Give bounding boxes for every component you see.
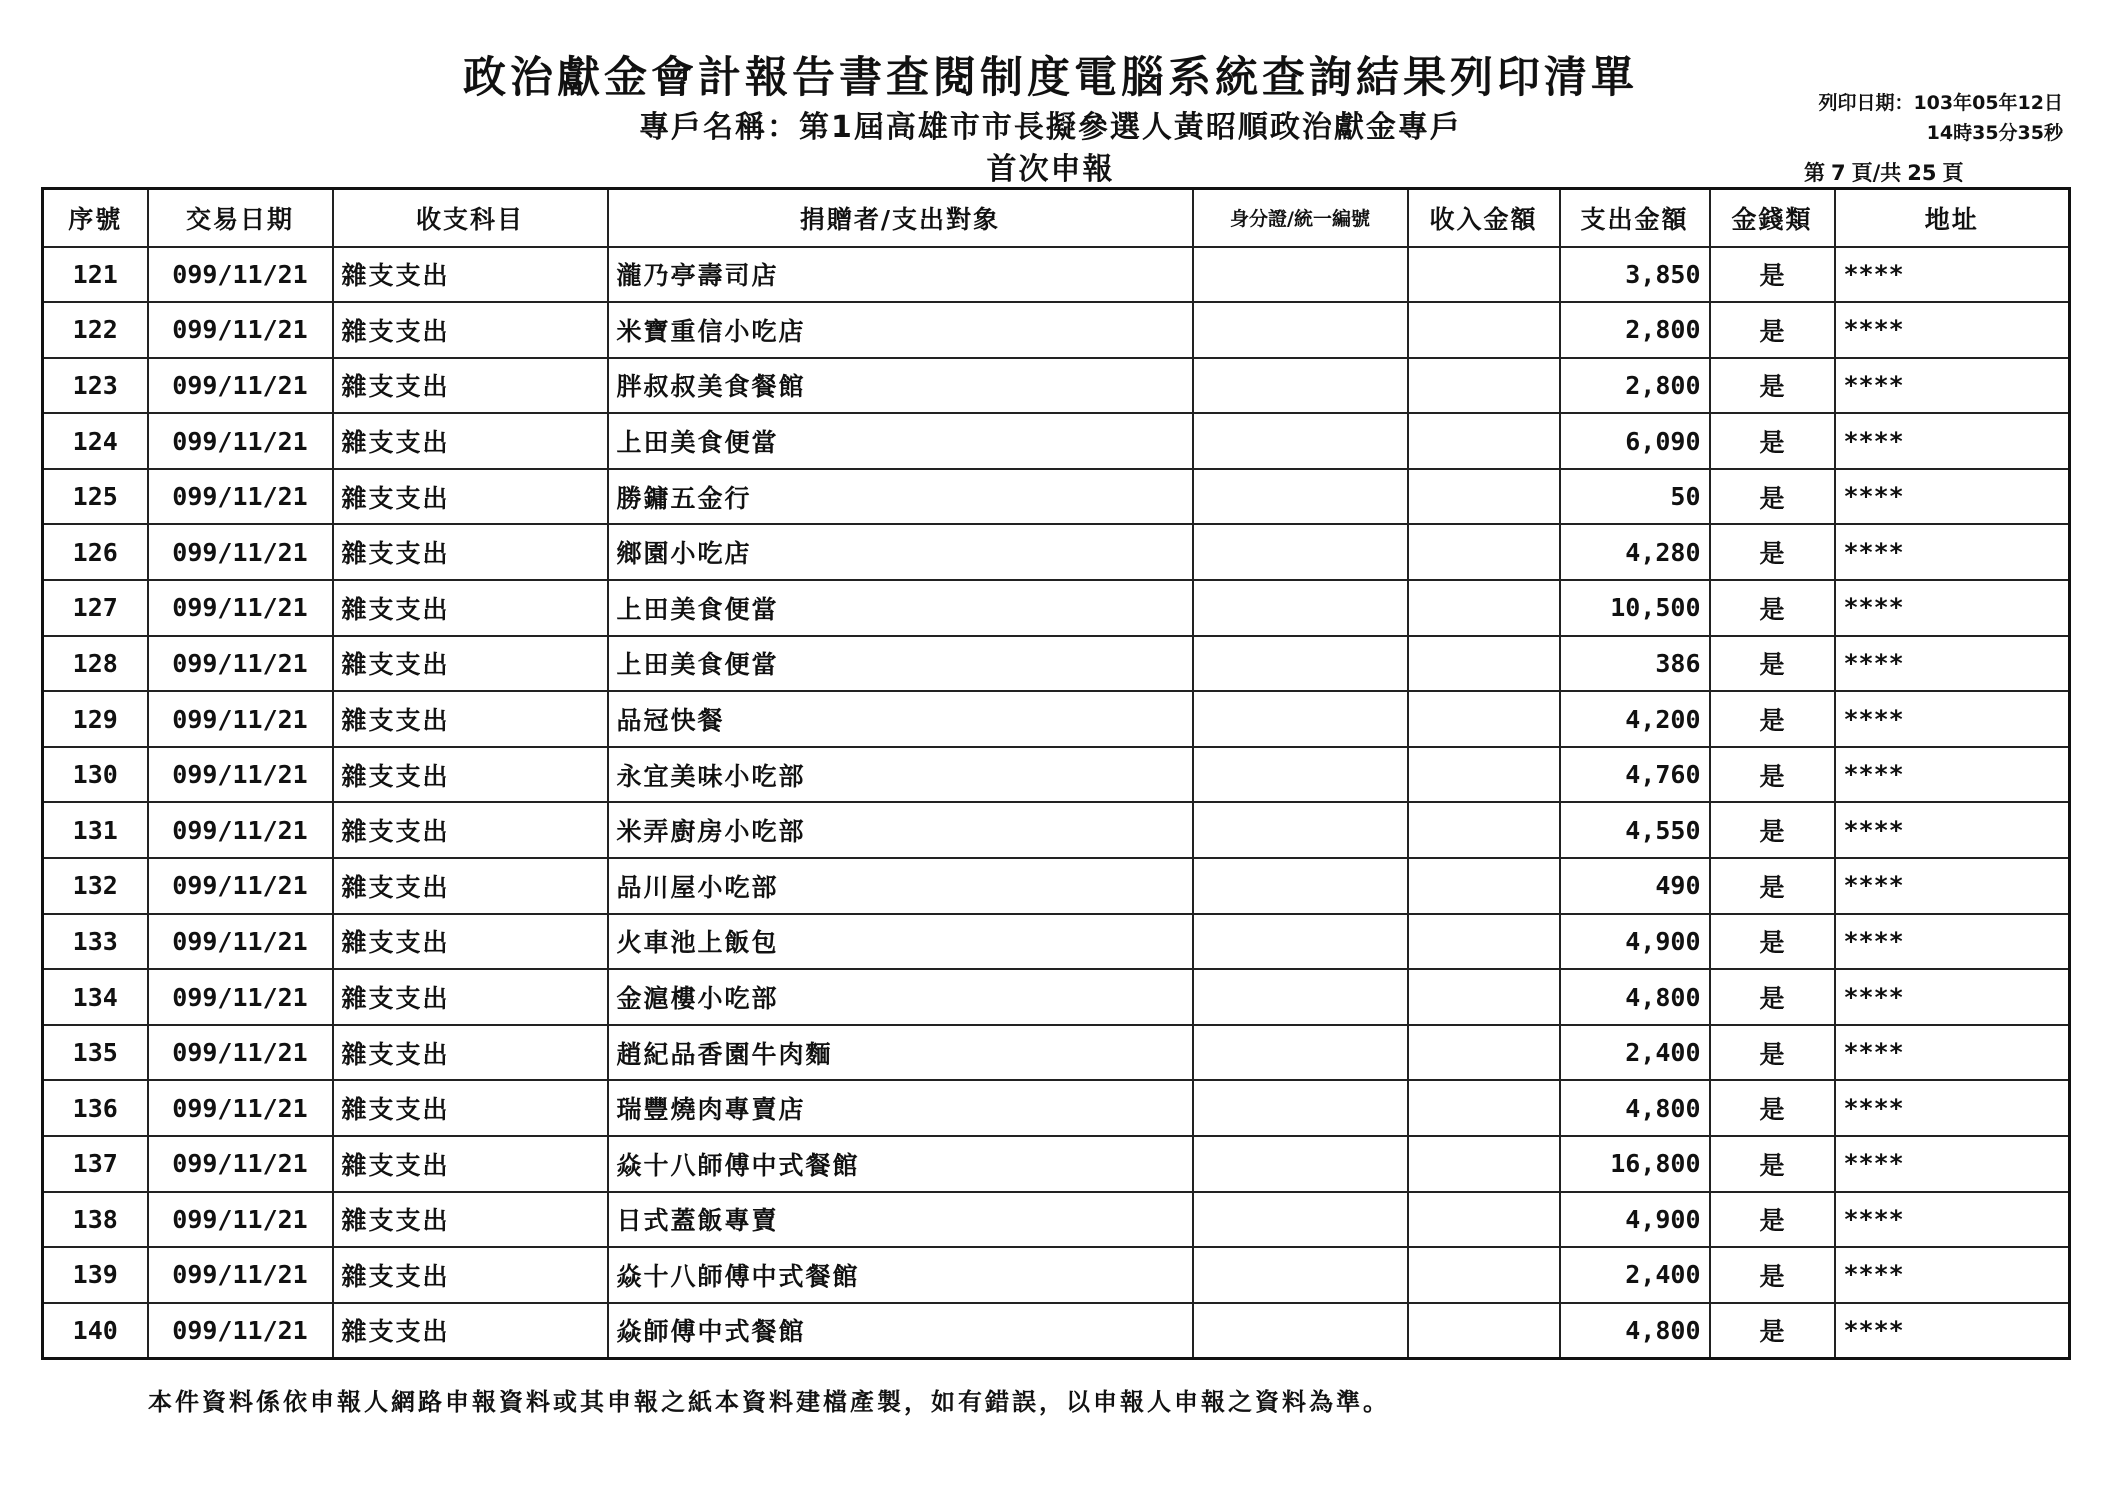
address-cell: **** — [1835, 914, 2070, 970]
payee-cell: 上田美食便當 — [608, 636, 1193, 692]
payee-cell: 勝鏞五金行 — [608, 469, 1193, 525]
page-suffix: 頁 — [1942, 161, 1964, 185]
table-row — [43, 524, 2070, 580]
monetary-flag-cell: 是 — [1710, 914, 1835, 970]
header-row — [43, 189, 2070, 247]
id-cell — [1193, 914, 1408, 970]
monetary-flag-cell: 是 — [1710, 413, 1835, 469]
page-current: 7 — [1831, 161, 1846, 185]
expense-cell: 4,550 — [1560, 802, 1710, 858]
subject-cell: 雜支支出 — [333, 302, 608, 358]
payee-cell: 焱師傅中式餐館 — [608, 1303, 1193, 1359]
address-cell: **** — [1835, 802, 2070, 858]
payee-cell: 焱十八師傅中式餐館 — [608, 1136, 1193, 1192]
seq-cell: 126 — [43, 524, 148, 580]
income-cell — [1408, 747, 1560, 803]
date-cell: 099/11/21 — [148, 302, 333, 358]
table-row — [43, 858, 2070, 914]
payee-cell: 胖叔叔美食餐館 — [608, 358, 1193, 414]
table-row — [43, 413, 2070, 469]
payee-cell: 永宜美味小吃部 — [608, 747, 1193, 803]
date-cell: 099/11/21 — [148, 636, 333, 692]
income-cell — [1408, 636, 1560, 692]
expense-cell: 3,850 — [1560, 247, 1710, 303]
subject-cell: 雜支支出 — [333, 358, 608, 414]
table-row — [43, 747, 2070, 803]
address-cell: **** — [1835, 247, 2070, 303]
seq-cell: 140 — [43, 1303, 148, 1359]
monetary-flag-cell: 是 — [1710, 802, 1835, 858]
monetary-flag-cell: 是 — [1710, 747, 1835, 803]
subject-cell: 雜支支出 — [333, 636, 608, 692]
address-cell: **** — [1835, 858, 2070, 914]
expense-cell: 16,800 — [1560, 1136, 1710, 1192]
payee-cell: 品冠快餐 — [608, 691, 1193, 747]
table-row — [43, 691, 2070, 747]
table-row — [43, 1247, 2070, 1303]
date-cell: 099/11/21 — [148, 802, 333, 858]
address-cell: **** — [1835, 524, 2070, 580]
col-expense: 支出金額 — [1560, 189, 1710, 247]
expense-cell: 386 — [1560, 636, 1710, 692]
table-row — [43, 469, 2070, 525]
document-title: 政治獻金會計報告書查閱制度電腦系統查詢結果列印清單 — [463, 53, 1638, 103]
payee-cell: 趙紀品香園牛肉麵 — [608, 1025, 1193, 1081]
address-cell: **** — [1835, 1247, 2070, 1303]
monetary-flag-cell: 是 — [1710, 1080, 1835, 1136]
expense-cell: 4,800 — [1560, 1080, 1710, 1136]
income-cell — [1408, 580, 1560, 636]
date-cell: 099/11/21 — [148, 358, 333, 414]
subject-cell: 雜支支出 — [333, 1136, 608, 1192]
print-date: 103年05年12日 — [1913, 92, 2063, 114]
date-cell: 099/11/21 — [148, 1303, 333, 1359]
expense-cell: 50 — [1560, 469, 1710, 525]
print-info — [1818, 88, 2063, 148]
page-middle: 頁/共 — [1851, 161, 1902, 185]
col-seq: 序號 — [43, 189, 148, 247]
expense-cell: 490 — [1560, 858, 1710, 914]
expense-cell: 2,400 — [1560, 1247, 1710, 1303]
col-subject: 收支科目 — [333, 189, 608, 247]
date-cell: 099/11/21 — [148, 247, 333, 303]
address-cell: **** — [1835, 358, 2070, 414]
table-row — [43, 969, 2070, 1025]
id-cell — [1193, 358, 1408, 414]
seq-cell: 132 — [43, 858, 148, 914]
income-cell — [1408, 469, 1560, 525]
print-date-label: 列印日期： — [1818, 92, 1914, 114]
ledger-body — [43, 247, 2070, 1359]
income-cell — [1408, 413, 1560, 469]
id-cell — [1193, 580, 1408, 636]
seq-cell: 124 — [43, 413, 148, 469]
id-cell — [1193, 1080, 1408, 1136]
date-cell: 099/11/21 — [148, 1247, 333, 1303]
income-cell — [1408, 858, 1560, 914]
col-monetary: 金錢類 — [1710, 189, 1835, 247]
print-time: 14時35分35秒 — [1926, 122, 2063, 144]
date-cell: 099/11/21 — [148, 1025, 333, 1081]
monetary-flag-cell: 是 — [1710, 1025, 1835, 1081]
footer-note: 本件資料係依申報人網路申報資料或其申報之紙本資料建檔產製，如有錯誤，以申報人申報之資料為準。 — [148, 1388, 1390, 1416]
col-address: 地址 — [1835, 189, 2070, 247]
expense-cell: 4,800 — [1560, 969, 1710, 1025]
address-cell: **** — [1835, 1192, 2070, 1248]
account-name: 專戶名稱：第1屆高雄市市長擬參選人黃昭順政治獻金專戶 — [639, 110, 1462, 145]
seq-cell: 135 — [43, 1025, 148, 1081]
monetary-flag-cell: 是 — [1710, 580, 1835, 636]
seq-cell: 121 — [43, 247, 148, 303]
income-cell — [1408, 524, 1560, 580]
seq-cell: 125 — [43, 469, 148, 525]
table-row — [43, 914, 2070, 970]
monetary-flag-cell: 是 — [1710, 858, 1835, 914]
id-cell — [1193, 747, 1408, 803]
seq-cell: 138 — [43, 1192, 148, 1248]
monetary-flag-cell: 是 — [1710, 1192, 1835, 1248]
date-cell: 099/11/21 — [148, 469, 333, 525]
income-cell — [1408, 1192, 1560, 1248]
seq-cell: 136 — [43, 1080, 148, 1136]
address-cell: **** — [1835, 413, 2070, 469]
expense-cell: 4,280 — [1560, 524, 1710, 580]
table-row — [43, 1136, 2070, 1192]
income-cell — [1408, 1025, 1560, 1081]
monetary-flag-cell: 是 — [1710, 691, 1835, 747]
expense-cell: 4,200 — [1560, 691, 1710, 747]
subject-cell: 雜支支出 — [333, 524, 608, 580]
date-cell: 099/11/21 — [148, 691, 333, 747]
address-cell: **** — [1835, 1136, 2070, 1192]
id-cell — [1193, 691, 1408, 747]
subject-cell: 雜支支出 — [333, 469, 608, 525]
id-cell — [1193, 413, 1408, 469]
table-row — [43, 358, 2070, 414]
address-cell: **** — [1835, 1025, 2070, 1081]
expense-cell: 4,900 — [1560, 914, 1710, 970]
expense-cell: 4,760 — [1560, 747, 1710, 803]
payee-cell: 米寶重信小吃店 — [608, 302, 1193, 358]
payee-cell: 火車池上飯包 — [608, 914, 1193, 970]
income-cell — [1408, 691, 1560, 747]
id-cell — [1193, 1192, 1408, 1248]
seq-cell: 122 — [43, 302, 148, 358]
address-cell: **** — [1835, 969, 2070, 1025]
subject-cell: 雜支支出 — [333, 1192, 608, 1248]
id-cell — [1193, 524, 1408, 580]
seq-cell: 123 — [43, 358, 148, 414]
subject-cell: 雜支支出 — [333, 802, 608, 858]
seq-cell: 131 — [43, 802, 148, 858]
table-row — [43, 636, 2070, 692]
expense-cell: 4,800 — [1560, 1303, 1710, 1359]
expense-cell: 6,090 — [1560, 413, 1710, 469]
expense-cell: 10,500 — [1560, 580, 1710, 636]
date-cell: 099/11/21 — [148, 1136, 333, 1192]
expense-cell: 4,900 — [1560, 1192, 1710, 1248]
id-cell — [1193, 969, 1408, 1025]
seq-cell: 134 — [43, 969, 148, 1025]
id-cell — [1193, 636, 1408, 692]
payee-cell: 鄉園小吃店 — [608, 524, 1193, 580]
table-row — [43, 302, 2070, 358]
monetary-flag-cell: 是 — [1710, 469, 1835, 525]
income-cell — [1408, 1080, 1560, 1136]
date-cell: 099/11/21 — [148, 524, 333, 580]
payee-cell: 品川屋小吃部 — [608, 858, 1193, 914]
seq-cell: 130 — [43, 747, 148, 803]
subject-cell: 雜支支出 — [333, 413, 608, 469]
subject-cell: 雜支支出 — [333, 858, 608, 914]
page-counter — [1804, 157, 1970, 187]
payee-cell: 米弄廚房小吃部 — [608, 802, 1193, 858]
expense-cell: 2,800 — [1560, 302, 1710, 358]
payee-cell: 日式蓋飯專賣 — [608, 1192, 1193, 1248]
address-cell: **** — [1835, 747, 2070, 803]
report-type: 首次申報 — [986, 152, 1115, 187]
subject-cell: 雜支支出 — [333, 747, 608, 803]
id-cell — [1193, 469, 1408, 525]
seq-cell: 128 — [43, 636, 148, 692]
income-cell — [1408, 247, 1560, 303]
subject-cell: 雜支支出 — [333, 1025, 608, 1081]
address-cell: **** — [1835, 636, 2070, 692]
subject-cell: 雜支支出 — [333, 1247, 608, 1303]
monetary-flag-cell: 是 — [1710, 1303, 1835, 1359]
seq-cell: 129 — [43, 691, 148, 747]
subject-cell: 雜支支出 — [333, 247, 608, 303]
expense-cell: 2,800 — [1560, 358, 1710, 414]
expense-cell: 2,400 — [1560, 1025, 1710, 1081]
subject-cell: 雜支支出 — [333, 914, 608, 970]
table-row — [43, 1080, 2070, 1136]
id-cell — [1193, 247, 1408, 303]
monetary-flag-cell: 是 — [1710, 636, 1835, 692]
date-cell: 099/11/21 — [148, 969, 333, 1025]
address-cell: **** — [1835, 1303, 2070, 1359]
seq-cell: 133 — [43, 914, 148, 970]
col-income: 收入金額 — [1408, 189, 1560, 247]
date-cell: 099/11/21 — [148, 413, 333, 469]
address-cell: **** — [1835, 1080, 2070, 1136]
col-id: 身分證/統一編號 — [1193, 189, 1408, 247]
income-cell — [1408, 1136, 1560, 1192]
address-cell: **** — [1835, 302, 2070, 358]
payee-cell: 金滬樓小吃部 — [608, 969, 1193, 1025]
payee-cell: 上田美食便當 — [608, 413, 1193, 469]
income-cell — [1408, 1247, 1560, 1303]
col-payee: 捐贈者/支出對象 — [608, 189, 1193, 247]
income-cell — [1408, 1303, 1560, 1359]
address-cell: **** — [1835, 469, 2070, 525]
address-cell: **** — [1835, 580, 2070, 636]
id-cell — [1193, 1247, 1408, 1303]
date-cell: 099/11/21 — [148, 1080, 333, 1136]
id-cell — [1193, 858, 1408, 914]
subject-cell: 雜支支出 — [333, 580, 608, 636]
date-cell: 099/11/21 — [148, 747, 333, 803]
page-total: 25 — [1907, 161, 1937, 185]
table-row — [43, 247, 2070, 303]
income-cell — [1408, 969, 1560, 1025]
table-row — [43, 1192, 2070, 1248]
payee-cell: 瀧乃亭壽司店 — [608, 247, 1193, 303]
monetary-flag-cell: 是 — [1710, 358, 1835, 414]
date-cell: 099/11/21 — [148, 580, 333, 636]
monetary-flag-cell: 是 — [1710, 1247, 1835, 1303]
monetary-flag-cell: 是 — [1710, 247, 1835, 303]
subject-cell: 雜支支出 — [333, 1080, 608, 1136]
id-cell — [1193, 1025, 1408, 1081]
seq-cell: 137 — [43, 1136, 148, 1192]
subject-cell: 雜支支出 — [333, 691, 608, 747]
monetary-flag-cell: 是 — [1710, 969, 1835, 1025]
print-date-line — [1818, 88, 2063, 118]
seq-cell: 127 — [43, 580, 148, 636]
table-row — [43, 1303, 2070, 1359]
subject-cell: 雜支支出 — [333, 1303, 608, 1359]
table-row — [43, 802, 2070, 858]
monetary-flag-cell: 是 — [1710, 302, 1835, 358]
col-date: 交易日期 — [148, 189, 333, 247]
seq-cell: 139 — [43, 1247, 148, 1303]
monetary-flag-cell: 是 — [1710, 1136, 1835, 1192]
date-cell: 099/11/21 — [148, 914, 333, 970]
date-cell: 099/11/21 — [148, 858, 333, 914]
table-row — [43, 1025, 2070, 1081]
payee-cell: 上田美食便當 — [608, 580, 1193, 636]
id-cell — [1193, 802, 1408, 858]
id-cell — [1193, 302, 1408, 358]
income-cell — [1408, 802, 1560, 858]
subject-cell: 雜支支出 — [333, 969, 608, 1025]
id-cell — [1193, 1136, 1408, 1192]
income-cell — [1408, 914, 1560, 970]
ledger-table — [41, 187, 2071, 1360]
income-cell — [1408, 302, 1560, 358]
payee-cell: 焱十八師傅中式餐館 — [608, 1247, 1193, 1303]
income-cell — [1408, 358, 1560, 414]
monetary-flag-cell: 是 — [1710, 524, 1835, 580]
table-row — [43, 580, 2070, 636]
address-cell: **** — [1835, 691, 2070, 747]
id-cell — [1193, 1303, 1408, 1359]
payee-cell: 瑞豐燒肉專賣店 — [608, 1080, 1193, 1136]
page-prefix: 第 — [1804, 161, 1825, 185]
date-cell: 099/11/21 — [148, 1192, 333, 1248]
